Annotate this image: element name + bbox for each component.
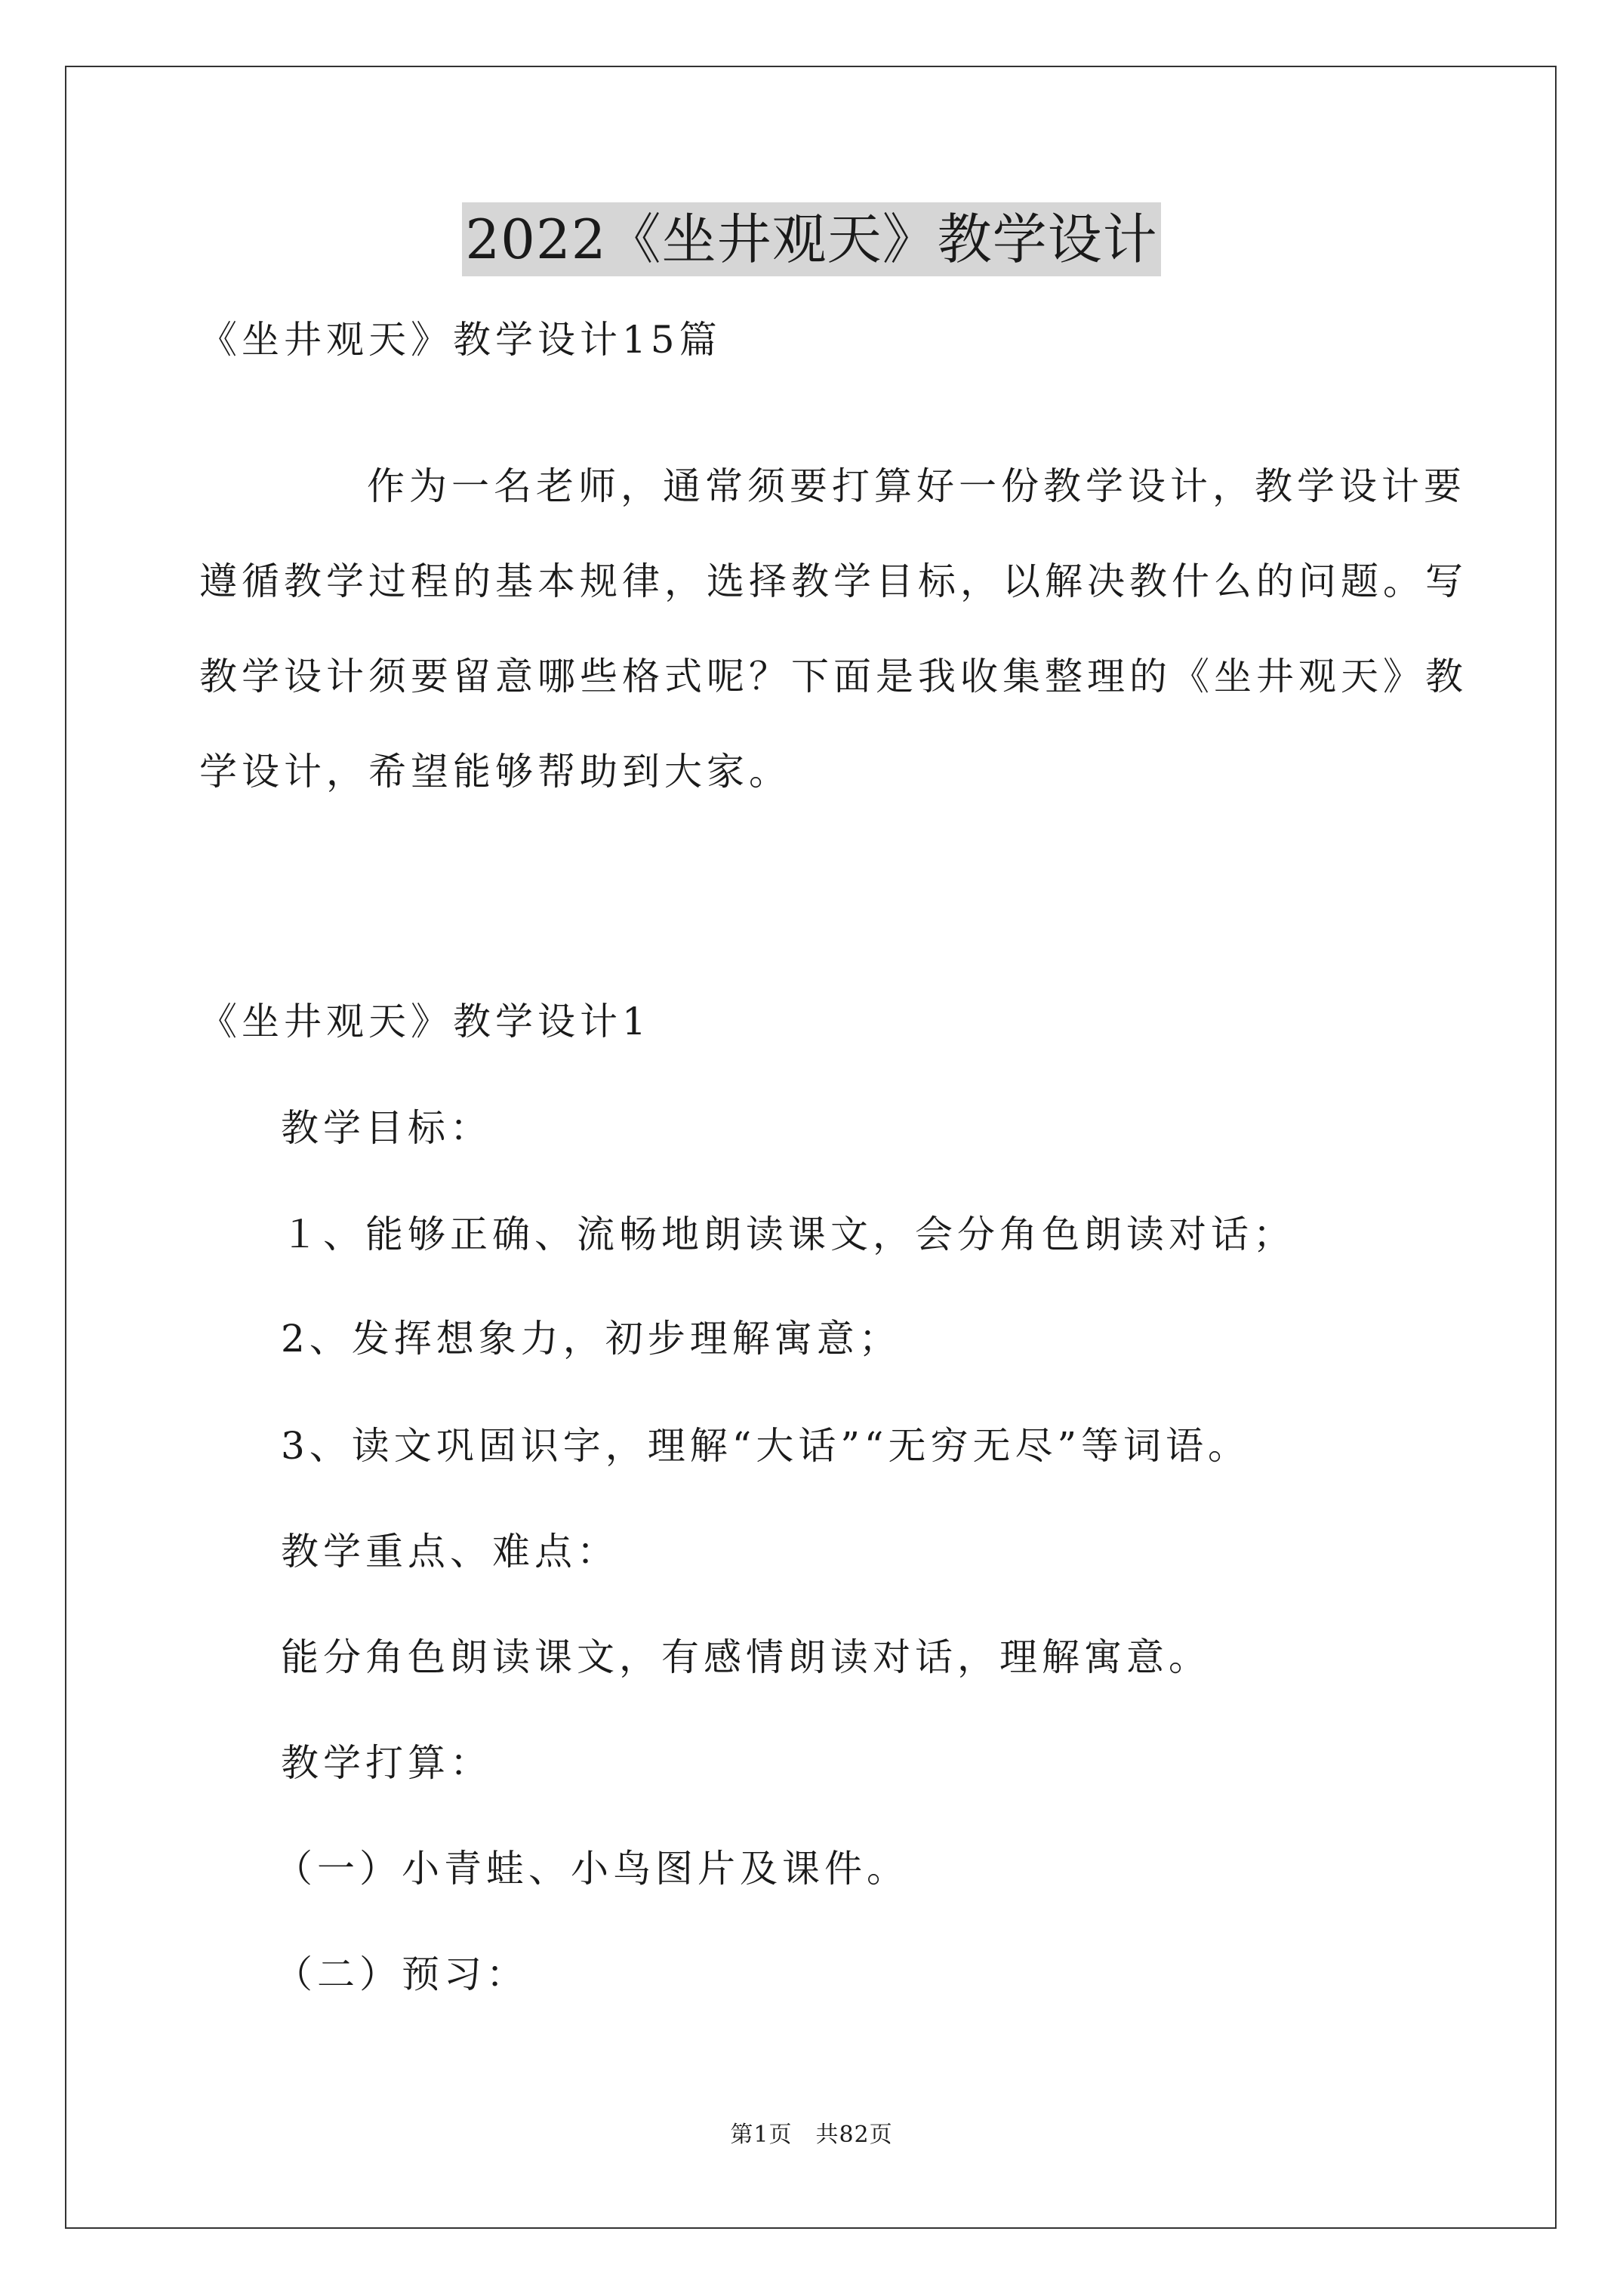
list-item: 2、发挥想象力，初步理解寓意； bbox=[281, 1317, 901, 1361]
document-subtitle: 《坐井观天》教学设计15篇 bbox=[199, 318, 722, 362]
document-title bbox=[0, 202, 1623, 276]
list-item: 3、读文巩固识字，理解“大话”“无穷无尽”等词语。 bbox=[281, 1424, 1251, 1468]
intro-line: 遵循教学过程的基本规律，选择教学目标，以解决教什么的问题。写 bbox=[199, 559, 1467, 603]
list-item: 教学目标： bbox=[281, 1106, 492, 1150]
section-heading: 《坐井观天》教学设计1 bbox=[199, 1000, 651, 1043]
list-item: （二）预习： bbox=[275, 1952, 528, 1996]
list-item: （一）小青蛙、小鸟图片及课件。 bbox=[275, 1847, 909, 1891]
list-item: 教学重点、难点： bbox=[281, 1530, 619, 1573]
page-footer: 第1页 共82页 bbox=[730, 2122, 893, 2148]
document-title-text: 2022《坐井观天》教学设计 bbox=[462, 202, 1160, 276]
list-item: １、能够正确、流畅地朗读课文，会分角色朗读对话； bbox=[281, 1213, 1295, 1256]
intro-line: 教学设计须要留意哪些格式呢？下面是我收集整理的《坐井观天》教 bbox=[199, 655, 1467, 698]
intro-line: 学设计，希望能够帮助到大家。 bbox=[199, 750, 791, 794]
intro-line: 作为一名老师，通常须要打算好一份教学设计，教学设计要 bbox=[367, 464, 1466, 508]
intro-paragraph bbox=[199, 464, 1467, 844]
list-item: 能分角色朗读课文，有感情朗读对话，理解寓意。 bbox=[281, 1635, 1211, 1679]
list-item: 教学打算： bbox=[281, 1741, 492, 1785]
